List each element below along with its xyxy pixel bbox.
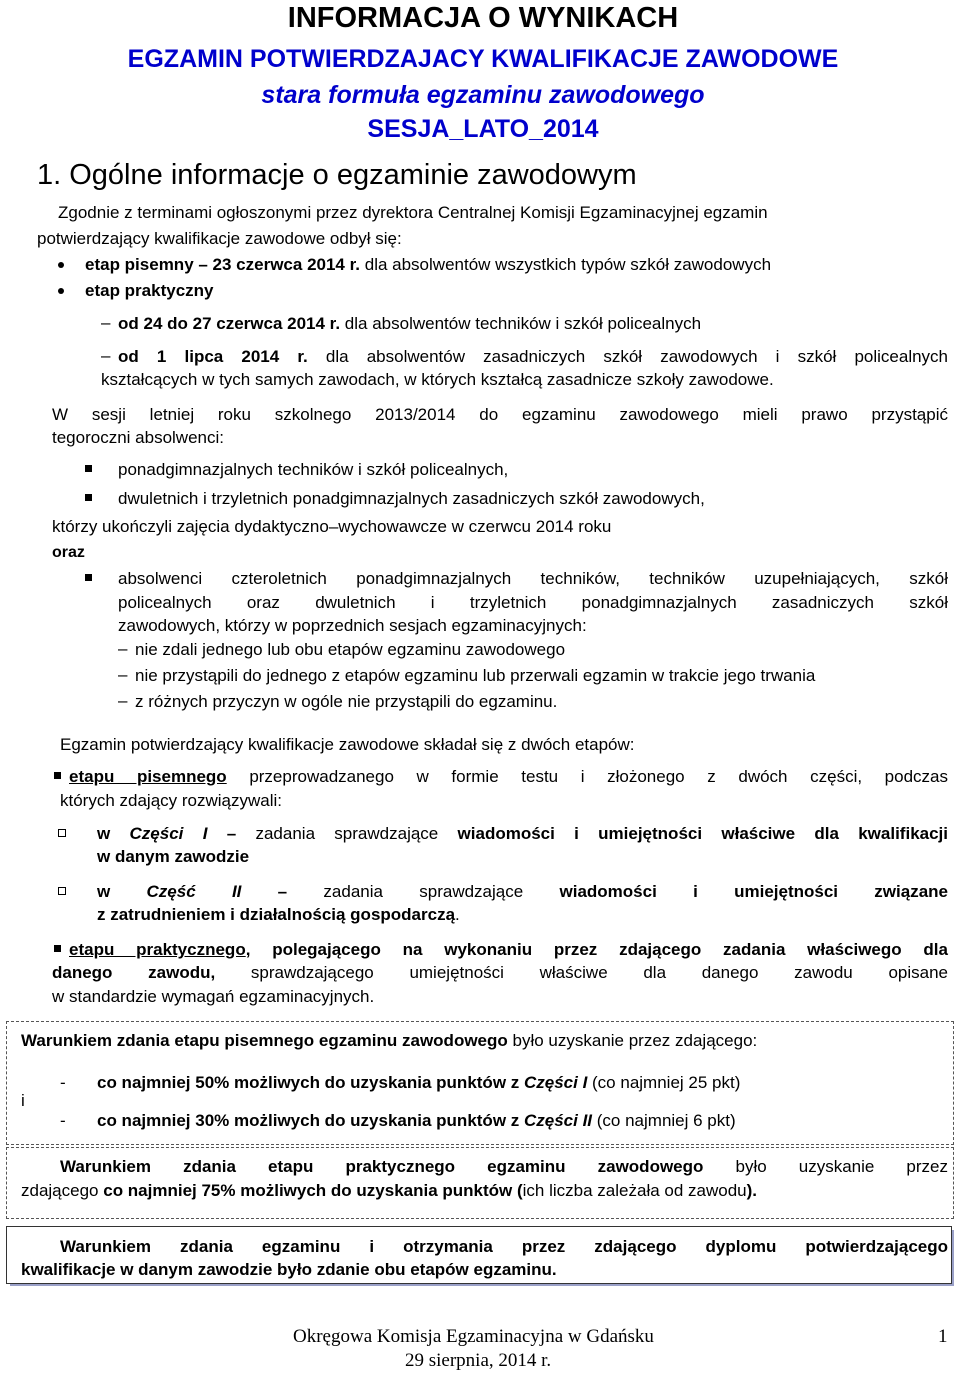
square-bullet-icon bbox=[54, 945, 61, 952]
written-stage-desc-cont: których zdający rozwiązywali: bbox=[60, 791, 283, 810]
and-label: i bbox=[21, 1091, 25, 1110]
practical-stage-desc-end: w standardzie wymagań egzaminacyjnych. bbox=[52, 987, 375, 1006]
reason-1: nie zdali jednego lub obu etapów egzaminu zawodowego bbox=[135, 640, 566, 659]
alumni-line-2: policealnych oraz dwuletnich i trzyletnich ponadgimnazjalnych zasadniczych szkół bbox=[118, 593, 948, 612]
dash-icon: – bbox=[118, 665, 128, 684]
practical-date-2-cont: kształcących w tych samych zawodach, w których kształcą zasadnicze szkoły zawodowe. bbox=[101, 370, 774, 389]
session-line-2: tegoroczni absolwenci: bbox=[52, 428, 224, 447]
dash-icon: – bbox=[118, 691, 128, 710]
footer-date: 29 sierpnia, 2014 r. bbox=[405, 1350, 552, 1371]
session-line-1: W sesji letniej roku szkolnego 2013/2014 do egzaminu zawodowego mieli prawo przystąpić bbox=[52, 405, 948, 424]
practical-pass-condition: Warunkiem zdania etapu praktycznego egzaminu zawodowego było uzyskanie przez bbox=[60, 1157, 948, 1176]
written-stage-desc: etapu pisemnego przeprowadzanego w formie testu i złożonego z dwóch części, podczas bbox=[69, 767, 948, 786]
intro-line-2: potwierdzający kwalifikacje zawodowe odbył się: bbox=[37, 229, 402, 248]
practical-date-1: od 24 do 27 czerwca 2014 r. dla absolwentów techników i szkół policealnych bbox=[118, 314, 702, 333]
completed-note: którzy ukończyli zajęcia dydaktyczno–wychowawcze w czerwcu 2014 roku bbox=[52, 517, 612, 536]
alumni-line-1: absolwenci czteroletnich ponadgimnazjalnych techników, techników uzupełniających, szkół bbox=[118, 569, 948, 588]
hollow-square-icon bbox=[58, 887, 66, 895]
cond-dash: - bbox=[60, 1111, 66, 1130]
part-2-desc-cont: z zatrudnieniem i działalnością gospodarczą. bbox=[97, 905, 460, 924]
reason-2: nie przystąpili do jednego z etapów egzaminu lub przerwali egzamin w trakcie jego trwania bbox=[135, 666, 816, 685]
part-2-threshold: co najmniej 30% możliwych do uzyskania punktów z Części II (co najmniej 6 pkt) bbox=[97, 1111, 736, 1130]
part-1-desc: w Części I – zadania sprawdzające wiadomości i umiejętności właściwe dla kwalifikacji bbox=[97, 824, 948, 843]
hollow-square-icon bbox=[58, 829, 66, 837]
page-title: INFORMACJA O WYNIKACH bbox=[287, 2, 679, 34]
practical-stage-desc-cont: danego zawodu, sprawdzającego umiejętności właściwe dla danego zawodu opisane bbox=[52, 963, 948, 982]
practical-date-2: od 1 lipca 2014 r. dla absolwentów zasadniczych szkół zawodowych i szkół policealnych bbox=[118, 347, 948, 366]
page-number: 1 bbox=[938, 1326, 948, 1347]
diploma-condition: Warunkiem zdania egzaminu i otrzymania przez zdającego dyplomu potwierdzającego bbox=[60, 1237, 948, 1256]
square-bullet-icon bbox=[85, 465, 92, 472]
square-bullet-icon bbox=[85, 494, 92, 501]
footer-org: Okręgowa Komisja Egzaminacyjna w Gdańsku bbox=[293, 1326, 654, 1347]
part-1-threshold: co najmniej 50% możliwych do uzyskania punktów z Części I (co najmniej 25 pkt) bbox=[97, 1073, 741, 1092]
bullet-icon bbox=[58, 288, 64, 294]
reason-3: z różnych przyczyn w ogóle nie przystąpili do egzaminu. bbox=[135, 692, 558, 711]
written-stage-date: etap pisemny – 23 czerwca 2014 r. dla absolwentów wszystkich typów szkół zawodowych bbox=[85, 255, 772, 274]
alumni-line-3: zawodowych, którzy w poprzednich sesjach egzaminacyjnych: bbox=[118, 616, 587, 635]
diploma-condition-cont: kwalifikacje w danym zawodzie było zdanie obu etapów egzaminu. bbox=[21, 1260, 557, 1279]
dash-icon: – bbox=[101, 313, 111, 332]
practical-stage-label: etap praktyczny bbox=[85, 281, 214, 300]
exam-structure: Egzamin potwierdzający kwalifikacje zawodowe składał się z dwóch etapów: bbox=[60, 735, 635, 754]
exam-session: SESJA_LATO_2014 bbox=[367, 115, 599, 143]
cond-dash: - bbox=[60, 1073, 66, 1092]
dash-icon: – bbox=[101, 346, 111, 365]
bullet-icon bbox=[58, 262, 64, 268]
exam-name: EGZAMIN POTWIERDZAJACY KWALIFIKACJE ZAWODOWE bbox=[127, 45, 839, 73]
part-1-desc-cont: w danym zawodzie bbox=[97, 847, 250, 866]
practical-pass-condition-cont: zdającego co najmniej 75% możliwych do uzyskania punktów (ich liczba zależała od zawodu). bbox=[21, 1181, 758, 1200]
dash-icon: – bbox=[118, 639, 128, 658]
practical-stage-desc: etapu praktycznego, polegającego na wykonaniu przez zdającego zadania właściwego dla bbox=[69, 940, 948, 959]
intro-line-1: Zgodnie z terminami ogłoszonymi przez dyrektora Centralnej Komisji Egzaminacyjnej egzamin bbox=[58, 203, 768, 222]
square-bullet-icon bbox=[85, 574, 92, 581]
part-2-desc: w Część II – zadania sprawdzające wiadomości i umiejętności związane bbox=[97, 882, 948, 901]
graduates-1: ponadgimnazjalnych techników i szkół policealnych, bbox=[118, 460, 509, 479]
written-pass-condition: Warunkiem zdania etapu pisemnego egzaminu zawodowego było uzyskanie przez zdającego: bbox=[21, 1031, 758, 1050]
oraz-label: oraz bbox=[52, 544, 85, 561]
exam-formula: stara formuła egzaminu zawodowego bbox=[261, 81, 705, 109]
graduates-2: dwuletnich i trzyletnich ponadgimnazjalnych zasadniczych szkół zawodowych, bbox=[118, 489, 705, 508]
section-heading: 1. Ogólne informacje o egzaminie zawodowym bbox=[37, 159, 637, 191]
square-bullet-icon bbox=[54, 772, 61, 779]
